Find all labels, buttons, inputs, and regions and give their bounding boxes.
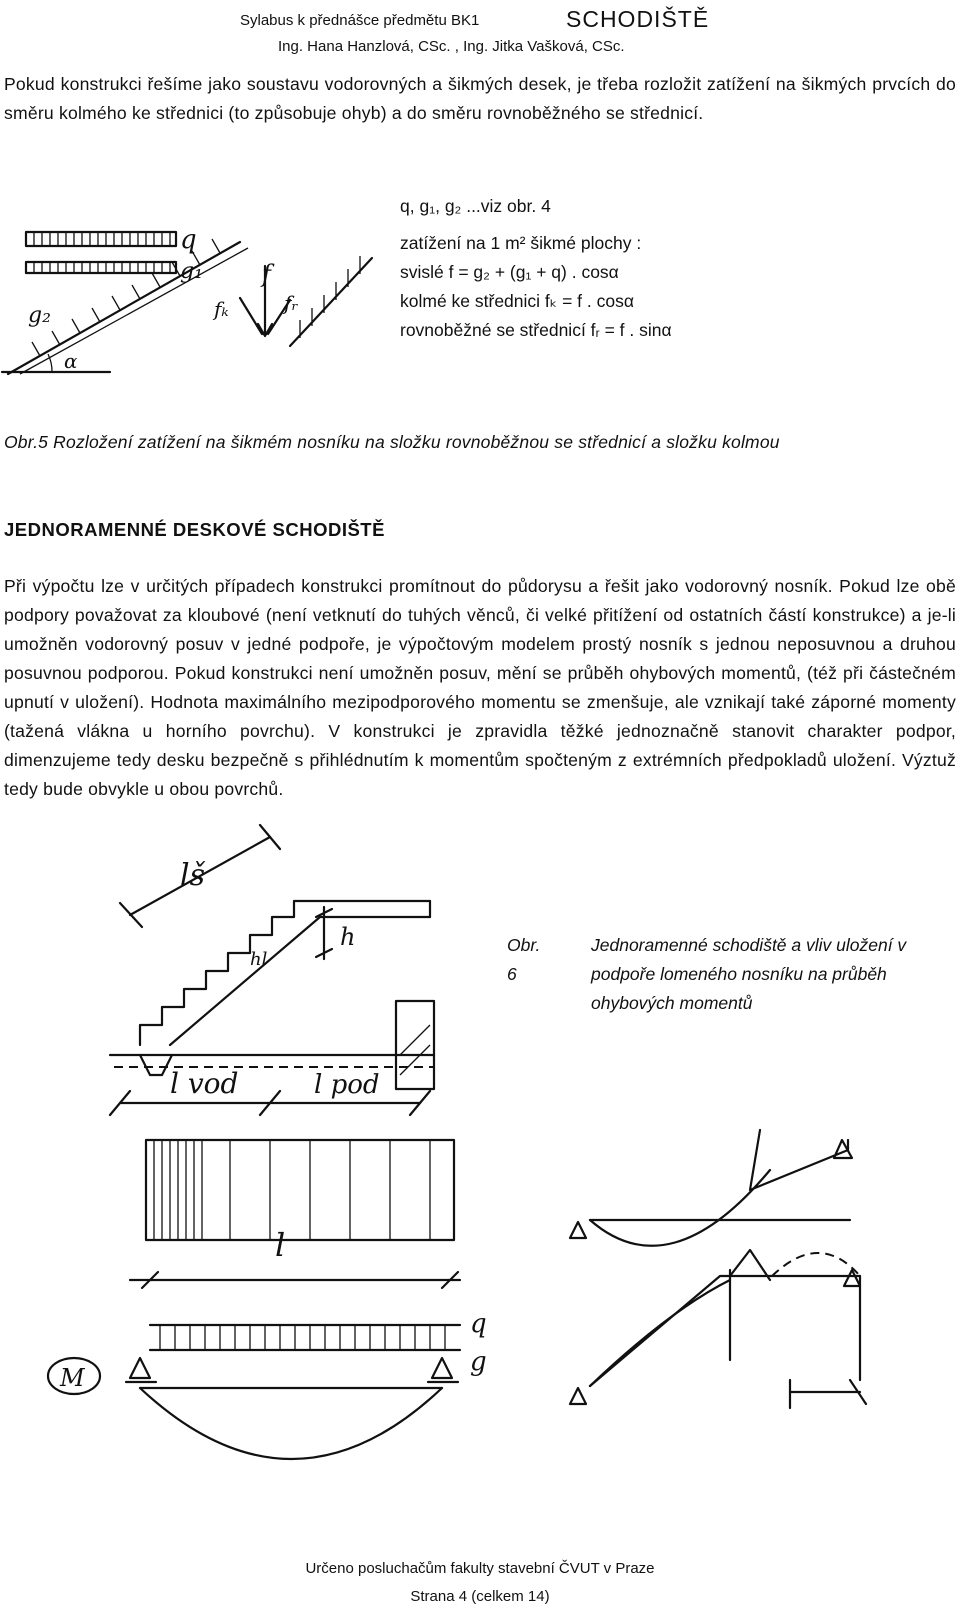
svg-text:fₖ: fₖ xyxy=(214,297,229,321)
svg-text:g₁: g₁ xyxy=(180,259,203,284)
intro-text: Pokud konstrukci řešíme jako soustavu vodorovných a šikmých desek, je třeba rozložit zatížení na šikmých prvcích do směru kolmého ke střednici (to způsobuje ohyb) a do směru rovnoběžného se střednicí. xyxy=(4,74,956,123)
figure6-moment-sketch xyxy=(30,1130,930,1510)
formula-line-1: q, g₁, g₂ ...viz obr. 4 xyxy=(400,196,551,216)
svg-text:M: M xyxy=(60,1364,85,1392)
svg-text:l pod: l pod xyxy=(314,1070,380,1100)
svg-text:q: q xyxy=(470,1309,487,1339)
svg-text:lš: lš xyxy=(180,858,205,893)
body-paragraph xyxy=(4,572,956,804)
footer-audience: Určeno posluchačům fakulty stavební ČVUT v Praze xyxy=(305,1560,655,1577)
svg-text:h: h xyxy=(340,923,356,951)
load-hatch xyxy=(154,1140,430,1240)
formula-line-5: rovnoběžné se střednicí fᵣ = f . sinα xyxy=(400,320,672,340)
figure5-caption: Obr.5 Rozložení zatížení na šikmém nosníku na složku rovnoběžnou se střednicí a složku kolmou xyxy=(4,432,780,452)
svg-text:l vod: l vod xyxy=(170,1067,239,1100)
svg-text:q: q xyxy=(180,225,197,255)
svg-text:g: g xyxy=(470,1347,487,1377)
fk-arrow xyxy=(240,298,262,334)
svg-text:l: l xyxy=(275,1226,286,1264)
svg-text:fᵣ: fᵣ xyxy=(284,291,299,315)
figure6-caption-label: Obr. 6 xyxy=(507,935,541,984)
formula-line-3: svislé f = g₂ + (g₁ + q) . cosα xyxy=(400,262,619,282)
body-text: Při výpočtu lze v určitých případech konstrukci promítnout do půdorysu a řešit jako vodorovný nosník. Pokud lze obě podpory považovat za kloubové (není vetknutí do tuhých věnců, či velké přitížení od ostatních částí konstrukce) a je-li umožněn vodorovný posuv v jedné podpoře, je výpočtovým modelem prostý nosník s jednou neposuvnou a druhou posuvnou podporou. Pokud konstrukci není umožněn posuv, mění se průběh ohybových momentů, (též při částečném upnutí v uložení). Hodnota maximálního mezipodporového momentu se zmenšuje, ale vznikají také záporné momenty (tažená vlákna u horního povrchu). V konstrukci je zpravidla těžké jednoznačně stanovit charakter podpor, dimenzujeme tedy desku bezpečně s přihlédnutím k momentům spočteným z extrémních předpokladů uložení. Výztuž tedy bude obvykle u obou povrchů. xyxy=(4,576,956,799)
svg-text:hl: hl xyxy=(250,949,268,970)
header-course: Sylabus k přednášce předmětu BK1 xyxy=(240,12,480,29)
header-title: SCHODIŠTĚ xyxy=(566,6,710,32)
g1-strip-hatch xyxy=(34,262,170,273)
stair-steps xyxy=(140,901,430,1045)
load-formulas xyxy=(400,192,672,345)
svg-text:f: f xyxy=(262,260,271,288)
formula-line-2: zatížení na 1 m² šikmé plochy : xyxy=(400,233,642,253)
svg-text:α: α xyxy=(64,349,78,373)
moment-parabola-left xyxy=(140,1388,442,1459)
svg-text:g₂: g₂ xyxy=(28,303,51,328)
intro-paragraph xyxy=(4,70,956,128)
section-heading: JEDNORAMENNÉ DESKOVÉ SCHODIŠTĚ xyxy=(4,519,385,540)
figure6-caption-text: Jednoramenné schodiště a vliv uložení v podpoře lomeného nosníku na průběh ohybových momentů xyxy=(591,935,907,1013)
figure6-staircase-sketch xyxy=(100,845,460,1100)
footer-page-number: Strana 4 (celkem 14) xyxy=(410,1588,550,1605)
g2-hatch xyxy=(32,239,220,356)
header-authors: Ing. Hana Hanzlová, CSc. , Ing. Jitka Vašková, CSc. xyxy=(278,38,625,55)
stair-slab xyxy=(170,917,430,1045)
formula-line-4: kolmé ke střednici fₖ = f . cosα xyxy=(400,291,634,311)
q-strip-hatch xyxy=(34,232,170,246)
figure5-sketch xyxy=(0,226,390,376)
